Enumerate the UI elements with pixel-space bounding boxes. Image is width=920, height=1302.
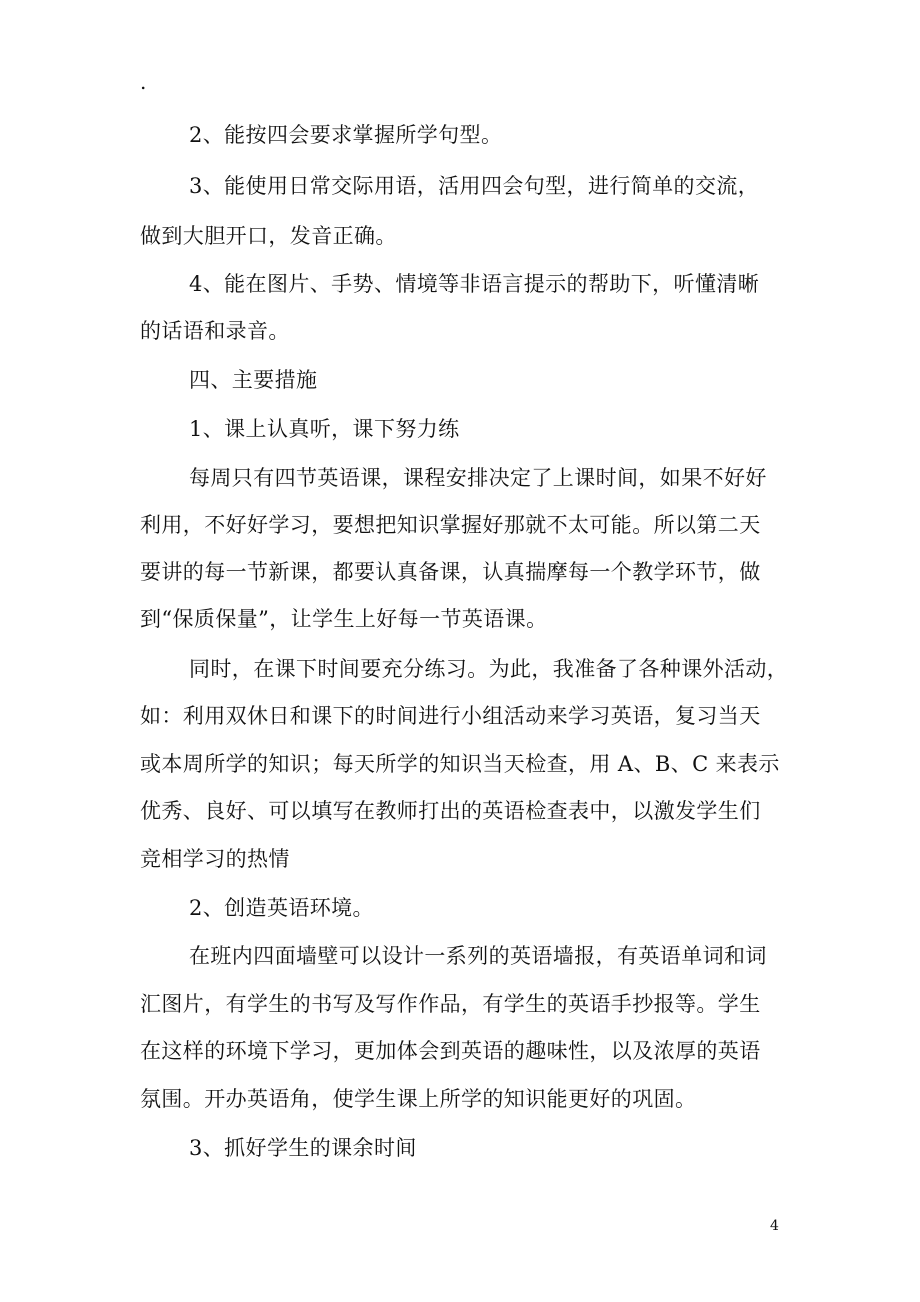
text-line-21: 氛围。开办英语角，使学生课上所学的知识能更好的巩固。 xyxy=(140,1087,697,1111)
text-line-16: 竞相学习的热情 xyxy=(140,847,290,871)
subheading-3: 3、抓好学生的课余时间 xyxy=(189,1136,417,1160)
header-mark: . xyxy=(140,70,147,94)
subheading-1: 1、课上认真听，课下努力练 xyxy=(189,417,460,441)
text-line-2: 3、能使用日常交际用语，活用四会句型，进行简单的交流， xyxy=(189,174,760,198)
section-heading-measures: 四、主要措施 xyxy=(189,368,318,392)
text-line-14: 或本周所学的知识；每天所学的知识当天检查，用 A、B、C 来表示 xyxy=(140,752,780,776)
text-line-4: 4、能在图片、手势、情境等非语言提示的帮助下，听懂清晰 xyxy=(189,272,760,296)
page-number: 4 xyxy=(770,1218,779,1234)
subheading-2: 2、创造英语环境。 xyxy=(189,896,374,920)
text-line-18: 在班内四面墙壁可以设计一系列的英语墙报，有英语单词和词 xyxy=(189,944,767,968)
text-line-8: 每周只有四节英语课，课程安排决定了上课时间，如果不好好 xyxy=(189,466,767,490)
text-line-15: 优秀、良好、可以填写在教师打出的英语检查表中，以激发学生们 xyxy=(140,799,761,823)
text-line-3: 做到大胆开口，发音正确。 xyxy=(140,224,397,248)
text-line-11: 到“保质保量”，让学生上好每一节英语课。 xyxy=(140,607,548,631)
text-line-1: 2、能按四会要求掌握所学句型。 xyxy=(189,123,503,147)
text-line-20: 在这样的环境下学习，更加体会到英语的趣味性，以及浓厚的英语 xyxy=(140,1039,761,1063)
text-line-9: 利用，不好好学习，要想把知识掌握好那就不太可能。所以第二天 xyxy=(140,513,761,537)
text-line-10: 要讲的每一节新课，都要认真备课，认真揣摩每一个教学环节，做 xyxy=(140,560,761,584)
text-line-13: 如：利用双休日和课下的时间进行小组活动来学习英语，复习当天 xyxy=(140,704,761,728)
text-line-12: 同时，在课下时间要充分练习。为此，我准备了各种课外活动， xyxy=(189,657,789,681)
text-line-5: 的话语和录音。 xyxy=(140,319,290,343)
text-line-19: 汇图片，有学生的书写及写作作品，有学生的英语手抄报等。学生 xyxy=(140,992,761,1016)
